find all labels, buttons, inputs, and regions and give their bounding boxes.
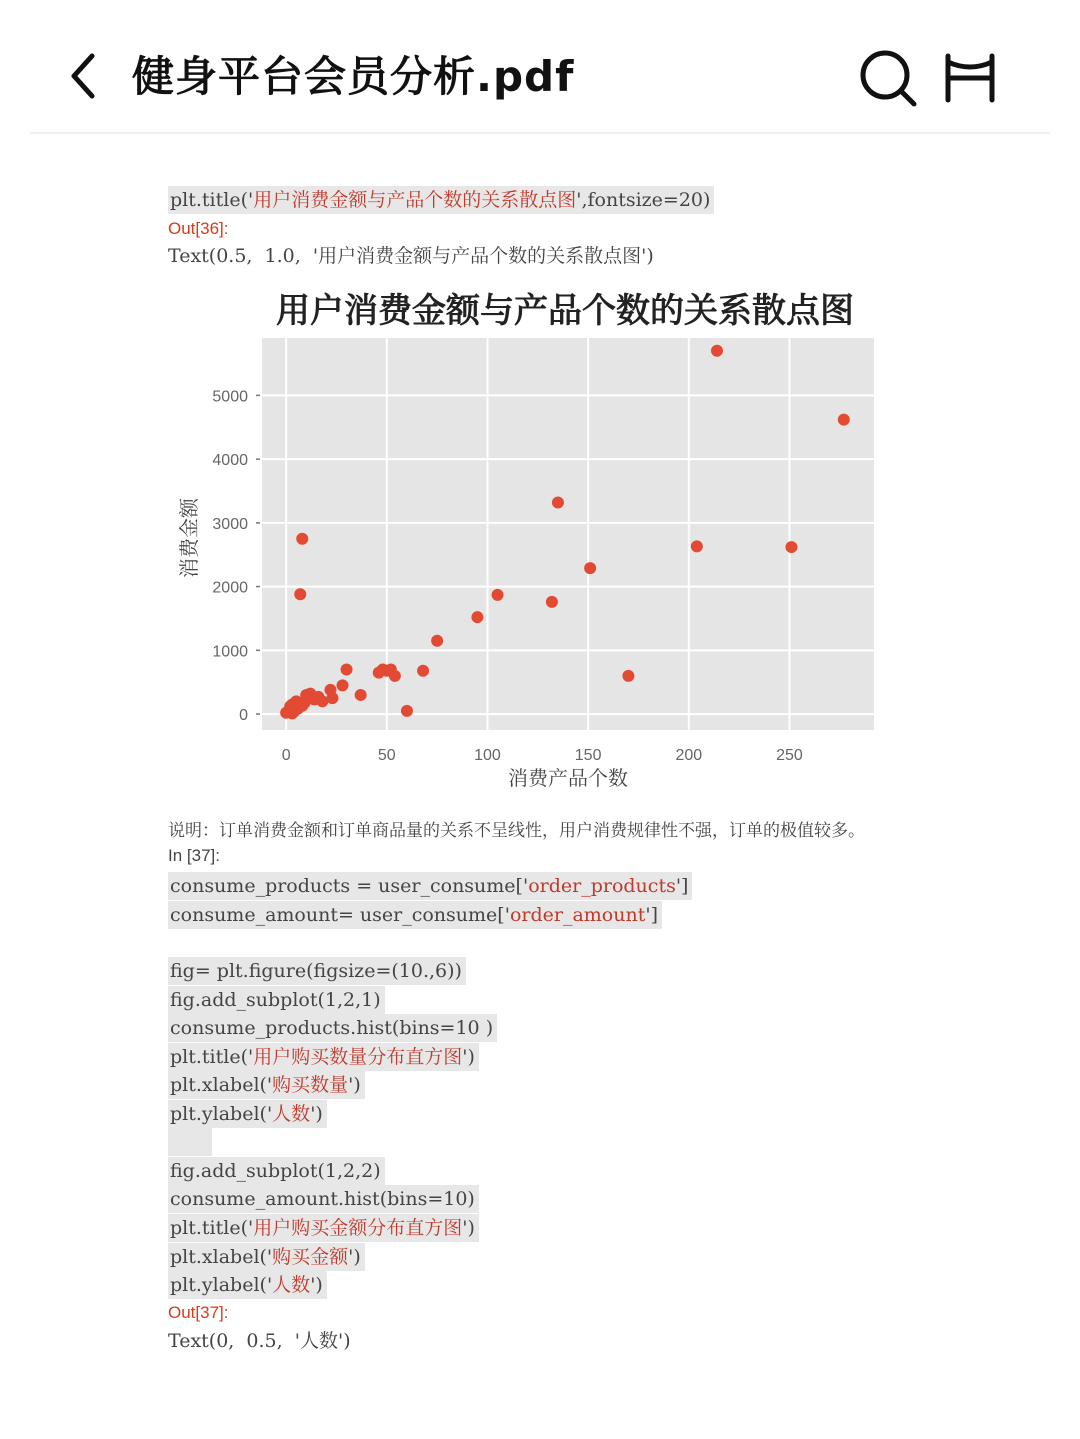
x-tick-label: 150 xyxy=(574,747,602,764)
header-divider xyxy=(30,132,1050,134)
scatter-point xyxy=(431,635,443,647)
back-button[interactable] xyxy=(62,46,112,106)
y-tick-label: 0 xyxy=(239,707,248,725)
scatter-point xyxy=(341,663,353,675)
scatter-point xyxy=(471,611,483,623)
y-tick-label: 4000 xyxy=(212,452,248,470)
scatter-point xyxy=(304,688,316,700)
y-tick-label: 3000 xyxy=(212,515,248,533)
scatter-point xyxy=(711,345,723,357)
code-line: plt.xlabel('购买数量') xyxy=(168,1071,365,1099)
out37-label: Out[37]: xyxy=(168,1303,229,1322)
x-tick-label: 0 xyxy=(281,747,291,764)
chart-title: 用户消费金额与产品个数的关系散点图 xyxy=(276,291,854,331)
scatter-point xyxy=(401,705,413,717)
code-line: plt.ylabel('人数') xyxy=(168,1100,327,1128)
y-tick-label: 1000 xyxy=(212,643,248,661)
menu-icon xyxy=(940,50,1000,106)
y-tick-label: 5000 xyxy=(212,388,248,406)
y-tick-label: 2000 xyxy=(212,579,248,597)
code-line: plt.xlabel('购买金额') xyxy=(168,1243,365,1271)
code-line: consume_products.hist(bins=10 ) xyxy=(168,1014,497,1042)
out37-text: Text(0, 0.5, '人数') xyxy=(168,1330,351,1352)
code-line: fig= plt.figure(figsize=(10.,6)) xyxy=(168,957,466,985)
code-line: plt.title('用户购买金额分布直方图') xyxy=(168,1214,479,1242)
document-title: 健身平台会员分析.pdf xyxy=(132,52,575,101)
menu-button[interactable] xyxy=(940,50,1000,106)
explanation-note: 说明：订单消费金额和订单商品量的关系不呈线性，用户消费规律性不强，订单的极值较多。 xyxy=(168,821,865,841)
search-icon xyxy=(856,46,920,110)
code-line: consume_amount= user_consume['order_amount'] xyxy=(168,901,662,929)
scatter-point xyxy=(552,496,564,508)
scatter-point xyxy=(417,665,429,677)
scatter-point xyxy=(286,707,298,719)
code-blank-line xyxy=(168,1128,212,1156)
plot-area xyxy=(262,338,874,730)
scatter-point xyxy=(546,596,558,608)
scatter-point xyxy=(296,533,308,545)
code-line: consume_amount.hist(bins=10) xyxy=(168,1185,479,1213)
x-tick-label: 200 xyxy=(675,747,703,764)
scatter-point xyxy=(294,588,306,600)
x-tick-label: 250 xyxy=(776,747,803,764)
chevron-left-icon xyxy=(62,46,112,106)
out36-text: Text(0.5, 1.0, '用户消费金额与产品个数的关系散点图') xyxy=(168,245,654,267)
scatter-point xyxy=(492,589,504,601)
scatter-point xyxy=(326,692,338,704)
code-line: fig.add_subplot(1,2,2) xyxy=(168,1157,385,1185)
code-line: fig.add_subplot(1,2,1) xyxy=(168,986,385,1014)
scatter-chart xyxy=(170,280,890,800)
scatter-point xyxy=(584,562,596,574)
x-tick-label: 50 xyxy=(377,747,396,764)
scatter-point xyxy=(355,689,367,701)
scatter-point xyxy=(785,541,797,553)
scatter-point xyxy=(838,414,850,426)
top-bar xyxy=(0,0,1080,134)
code-line-title36: plt.title('用户消费金额与产品个数的关系散点图',fontsize=20) xyxy=(168,186,714,214)
scatter-point xyxy=(691,540,703,552)
in37-label: In [37]: xyxy=(168,846,220,865)
y-axis-label: 消费金额 xyxy=(177,498,201,578)
code-line: plt.title('用户购买数量分布直方图') xyxy=(168,1043,479,1071)
search-button[interactable] xyxy=(856,46,920,110)
code-line: consume_products = user_consume['order_products'] xyxy=(168,872,692,900)
code-line: plt.ylabel('人数') xyxy=(168,1271,327,1299)
scatter-point xyxy=(337,679,349,691)
scatter-point xyxy=(389,670,401,682)
scatter-point xyxy=(622,670,634,682)
out36-label: Out[36]: xyxy=(168,219,229,238)
x-tick-label: 100 xyxy=(474,747,501,764)
x-axis-label: 消费产品个数 xyxy=(508,766,628,790)
